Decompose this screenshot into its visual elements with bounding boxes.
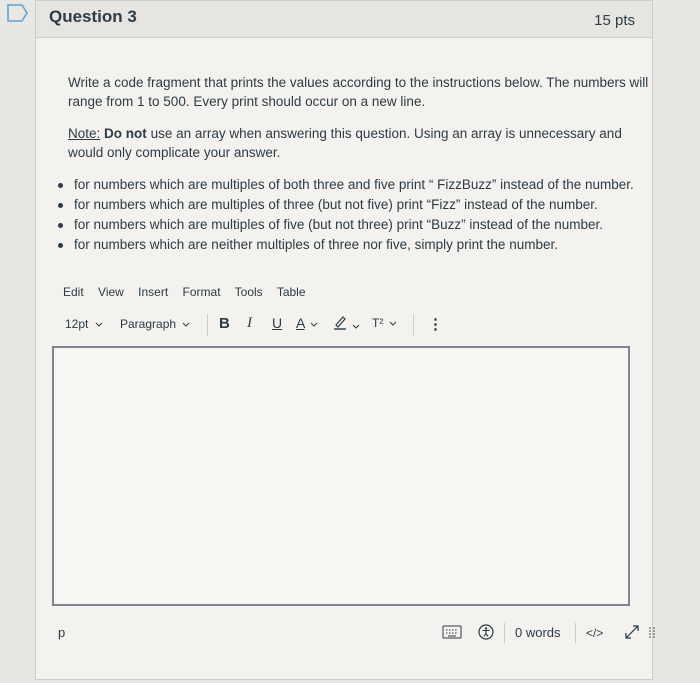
question-flag-icon[interactable]: [6, 2, 30, 24]
keyboard-icon[interactable]: [442, 625, 462, 642]
editor-statusbar: [52, 621, 632, 645]
menu-view[interactable]: View: [98, 285, 124, 299]
menu-format[interactable]: Format: [182, 285, 221, 299]
list-item: for numbers which are multiples of three (but not five) print “Fizz” instead of the number.: [74, 195, 654, 215]
question-points: 15 pts: [594, 12, 635, 29]
list-item: for numbers which are multiples of both three and five print “ FizzBuzz” instead of the number.: [74, 175, 654, 195]
toolbar-divider: [413, 314, 414, 336]
instruction-list: [52, 175, 654, 255]
resize-handle-icon[interactable]: [648, 626, 656, 643]
block-format-value: Paragraph: [120, 317, 177, 331]
fullscreen-icon[interactable]: [624, 624, 640, 643]
superscript-button[interactable]: [372, 316, 397, 330]
chevron-down-icon: [310, 322, 318, 328]
text-color-icon: A: [296, 315, 305, 331]
menu-table[interactable]: Table: [276, 285, 306, 299]
editor-menubar: [63, 285, 317, 299]
font-size-select[interactable]: [65, 317, 103, 331]
question-card: [35, 0, 653, 680]
editor-toolbar: [63, 314, 483, 336]
list-item: for numbers which are multiples of five (but not three) print “Buzz” instead of the number.: [74, 215, 654, 235]
highlight-button[interactable]: [333, 314, 360, 333]
note-text: use an array when answering this question. Using an array is unnecessary and would only complicate your answer.: [68, 126, 622, 160]
underline-button[interactable]: U: [272, 315, 283, 331]
more-options-icon[interactable]: ⋮: [428, 316, 443, 333]
toolbar-divider: [207, 314, 208, 336]
html-editor-toggle[interactable]: </>: [586, 626, 604, 640]
accessibility-icon[interactable]: [478, 624, 494, 643]
question-header: [36, 1, 652, 38]
chevron-down-icon: [182, 322, 190, 328]
question-title: Question 3: [49, 7, 137, 26]
block-format-select[interactable]: [120, 317, 190, 331]
statusbar-divider: [575, 623, 576, 643]
menu-edit[interactable]: Edit: [63, 285, 84, 299]
menu-insert[interactable]: Insert: [138, 285, 169, 299]
note-bold: Do not: [104, 126, 147, 141]
chevron-down-icon: [352, 324, 360, 330]
word-count: 0 words: [515, 625, 561, 640]
font-size-value: 12pt: [65, 317, 89, 331]
element-path[interactable]: p: [58, 625, 66, 640]
rich-text-editor[interactable]: [52, 346, 630, 606]
highlight-pen-icon: [333, 314, 347, 330]
chevron-down-icon: [95, 322, 103, 328]
superscript-icon: T²: [372, 316, 384, 330]
note-label: Note:: [68, 126, 101, 141]
italic-button[interactable]: I: [247, 315, 252, 331]
bold-button[interactable]: B: [219, 315, 230, 332]
question-note: [52, 124, 674, 162]
list-item: for numbers which are neither multiples of three nor five, simply print the number.: [74, 235, 654, 255]
menu-tools[interactable]: Tools: [234, 285, 263, 299]
text-color-button[interactable]: [296, 315, 318, 331]
question-text: Write a code fragment that prints the values according to the instructions below. The numbers will range from 1 to 500. Every print should occur on a new line.: [68, 75, 649, 109]
statusbar-divider: [504, 623, 505, 643]
chevron-down-icon: [389, 321, 397, 327]
